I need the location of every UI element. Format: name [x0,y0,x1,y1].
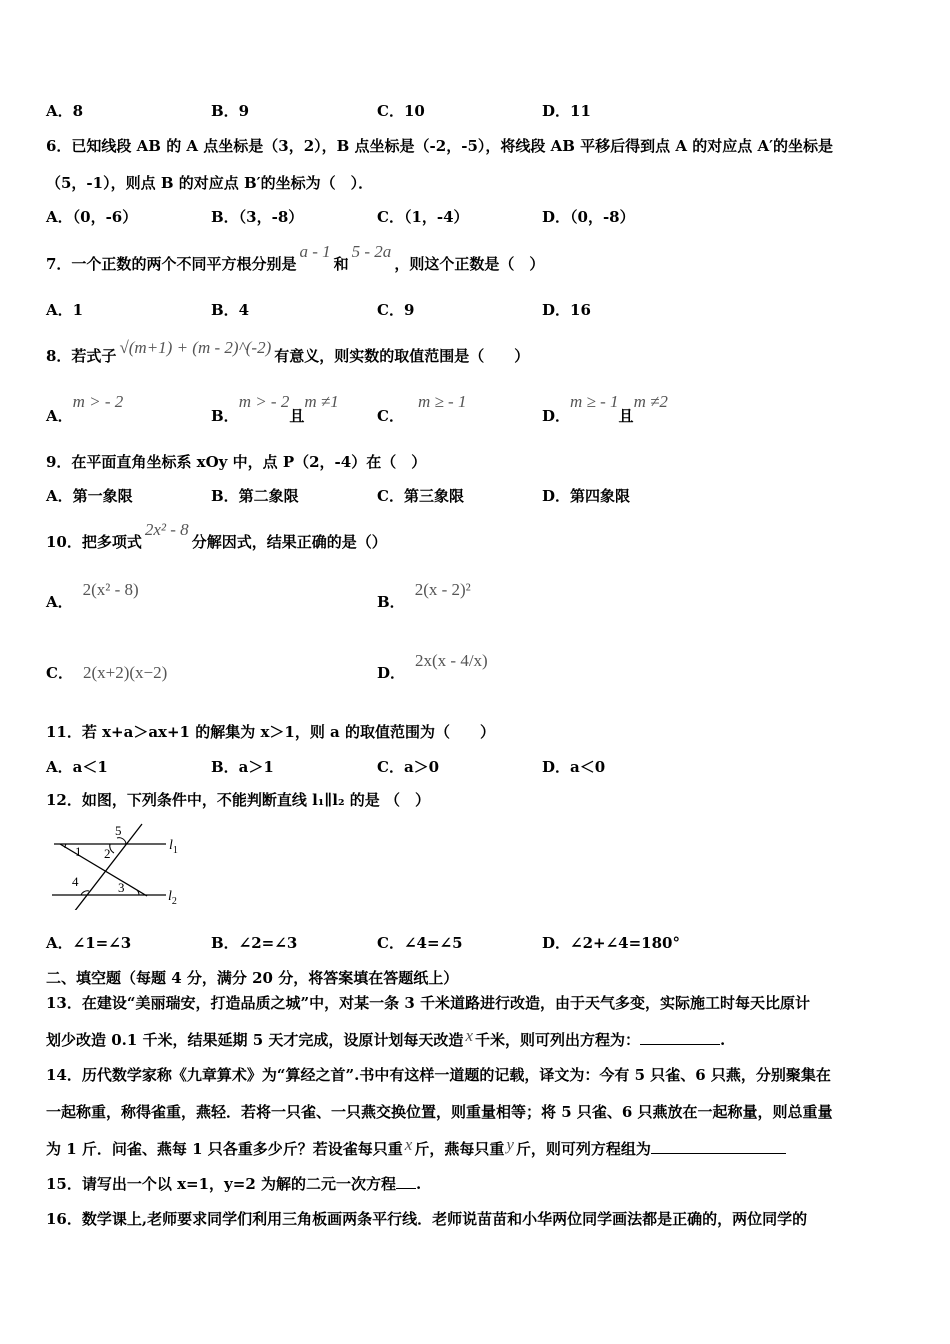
q13-stem-line1: 13．在建设“美丽瑞安，打造品质之城”中，对某一条 3 千米道路进行改造，由于天气多变，实际施工时每天比原计 [46,994,811,1012]
q14-var-x: x [404,1135,413,1154]
q9-option-b: B．第二象限 [211,487,299,505]
line-label-l1: $l_1$ [169,838,178,856]
angle-arc-5 [117,838,126,844]
section-2-heading: 二、填空题（每题 4 分，满分 20 分，将答案填在答题纸上） [46,969,459,987]
q7-option-c: C．9 [377,301,415,319]
q11-option-d: D．a＜0 [542,758,606,776]
q8-option-c [377,392,467,426]
q7-prefix: 7．一个正数的两个不同平方根分别是 [46,255,297,273]
q11-option-c: C．a＞0 [377,758,440,776]
q11-option-b: B．a＞1 [211,758,274,776]
q7-stem [46,242,545,274]
line-label-l2: $l_2$ [168,889,177,907]
q14-var-y: y [506,1135,514,1154]
angle-label-1: 1 [75,844,82,859]
q6-option-c: C．（1，-4） [377,208,469,226]
angle-label-3: 3 [118,880,125,895]
q8-option-b-expr2: m ≠1 [304,392,339,411]
q10-option-b [377,580,471,612]
q15-stem [46,1174,421,1194]
q10-prefix: 10．把多项式 [46,533,142,551]
q10-option-d-label: D． [377,664,406,682]
q6-stem-line1: 6．已知线段 AB 的 A 点坐标是（3，2），B 点坐标是（-2，-5），将线段 AB 平移后得到点 A 的对应点 A′的坐标是 [46,137,834,155]
q8-option-b [211,392,339,426]
q14-line3-c: 斤，则可列方程组为 [515,1140,651,1158]
q6-option-d: D．（0，-8） [542,208,635,226]
q6-option-a: A．（0，-6） [46,208,138,226]
q9-stem: 9．在平面直角坐标系 xOy 中，点 P（2，-4）在（ ） [46,453,427,471]
q14-answer-blank[interactable] [651,1139,786,1154]
q7-expr1: a - 1 [299,242,331,261]
q8-option-d-and: 且 [618,407,634,425]
q16-stem: 16．数学课上,老师要求同学们利用三角板画两条平行线．老师说苗苗和小华两位同学画法都是正确的，两位同学的 [46,1210,808,1228]
q8-expr: √(m+1) + (m - 2)^(-2) [119,338,272,357]
q10-option-c-expr: 2(x+2)(x−2) [82,663,168,682]
q7-option-b: B．4 [211,301,250,319]
q14-line3-b: 斤，燕每只重 [414,1140,505,1158]
q8-option-d [542,392,668,426]
angle-label-2: 2 [104,846,111,861]
q5-option-b: B．9 [211,102,250,120]
q10-option-a-label: A． [46,593,73,611]
q8-suffix: 有意义，则实数的取值范围是（ ） [274,347,530,365]
q12-option-a: A．∠1=∠3 [46,934,132,952]
q7-expr2: 5 - 2a [351,242,392,261]
q10-option-c-label: C． [46,664,73,682]
q13-line2-a: 划少改造 0.1 千米，结果延期 5 天才完成，设原计划每天改造 [46,1031,464,1049]
q8-option-d-expr2: m ≠2 [633,392,668,411]
q13-line2-end: . [720,1031,726,1049]
q9-option-a: A．第一象限 [46,487,133,505]
q11-option-a: A．a＜1 [46,758,108,776]
q12-stem: 12．如图，下列条件中，不能判断直线 l₁∥l₂ 的是 （ ） [46,791,431,809]
q8-option-d-label: D． [542,407,571,425]
q12-option-c: C．∠4=∠5 [377,934,463,952]
q5-option-d: D．11 [542,102,591,120]
q10-stem [46,520,387,552]
q10-expr: 2x² - 8 [144,520,189,539]
q7-option-a: A．1 [46,301,84,319]
q13-stem-line2 [46,1026,726,1050]
q10-option-a-expr: 2(x² - 8) [82,580,139,599]
q5-option-c: C．10 [377,102,425,120]
q12-option-b: B．∠2=∠3 [211,934,298,952]
q8-option-b-expr1: m > - 2 [238,392,290,411]
q14-stem-line2: 一起称重，称得雀重，燕轻．若将一只雀、一只燕交换位置，则重量相等；将 5 只雀、6 只燕放在一起称量，则总重量 [46,1103,833,1121]
angle-label-5: 5 [115,823,122,838]
q15-text: 15．请写出一个以 x=1，y=2 为解的二元一次方程 [46,1175,396,1193]
q12-option-d: D．∠2+∠4=180° [542,934,680,952]
q8-option-d-expr1: m ≥ - 1 [570,392,619,411]
q7-mid: 和 [333,255,349,273]
q7-option-d: D．16 [542,301,591,319]
q10-option-a [46,580,139,612]
q6-stem-line2: （5，-1），则点 B 的对应点 B′的坐标为（ ）． [46,174,374,192]
q6-option-b: B．（3，-8） [211,208,304,226]
angle-label-4: 4 [72,874,79,889]
q10-suffix: 分解因式，结果正确的是（） [191,533,387,551]
transversal-1 [74,824,142,910]
q8-option-b-and: 且 [289,407,305,425]
q10-option-d-expr: 2x(x - 4/x) [415,651,488,670]
q15-answer-blank[interactable] [396,1174,416,1189]
q8-option-a-expr: m > - 2 [72,392,124,411]
q7-suffix: ，则这个正数是（ ） [394,255,545,273]
q5-option-a: A．8 [46,102,84,120]
q8-prefix: 8．若式子 [46,347,117,365]
q14-line3-a: 为 1 斤．问雀、燕每 1 只各重多少斤？若设雀每只重 [46,1140,403,1158]
q15-end: . [416,1175,422,1193]
q8-stem [46,338,530,366]
q11-stem: 11．若 x+a＞ax+1 的解集为 x＞1，则 a 的取值范围为（ ） [46,723,495,741]
q8-option-c-expr: m ≥ - 1 [417,392,467,411]
q10-option-d [377,651,488,683]
q8-option-a [46,392,124,426]
q10-option-b-label: B． [377,593,405,611]
q9-option-c: C．第三象限 [377,487,464,505]
q8-option-c-label: C． [377,407,404,425]
q10-option-c [46,663,167,683]
q8-option-a-label: A． [46,407,73,425]
q14-stem-line3 [46,1135,786,1159]
q9-option-d: D．第四象限 [542,487,631,505]
q8-option-b-label: B． [211,407,239,425]
q10-option-b-expr: 2(x - 2)² [414,580,471,599]
q13-answer-blank[interactable] [640,1030,720,1045]
q13-var-x: x [465,1026,473,1045]
q13-line2-b: 千米，则可列出方程为： [474,1031,640,1049]
parallel-lines-figure [44,818,194,910]
q14-stem-line1: 14．历代数学家称《九章算术》为“算经之首”.书中有这样一道题的记载，译文为：今有 5 只雀、6 只燕，分别聚集在 [46,1066,831,1084]
